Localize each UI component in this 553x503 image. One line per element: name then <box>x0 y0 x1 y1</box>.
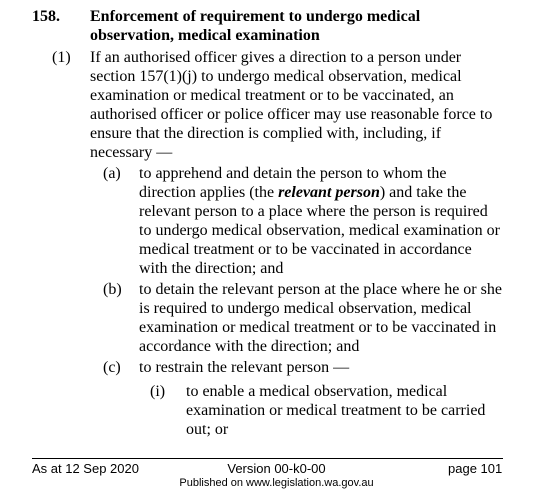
paragraph-a-text-after: ) and take the relevant person to a place where the person is required to undergo medical observation, medical examination or medical treatment or to be vaccinated in accordance with the direction; and <box>139 184 500 277</box>
subsection-text: If an authorised officer gives a direction to a person under section 157(1)(j) to undergo medical observation, medical examination or medical treatment or to be vaccinated, an authorised officer or police officer may use reasonable force to ensure that the direction is complied with, including, if necessary — <box>90 49 493 161</box>
paragraph-a-text <box>139 164 504 278</box>
section-number: 158. <box>32 8 60 25</box>
paragraph-a-number: (a) <box>103 165 121 182</box>
subsection-number: (1) <box>52 49 71 66</box>
footer-published: Published on www.legislation.wa.gov.au <box>179 477 374 489</box>
subparagraph-i-number: (i) <box>150 383 166 400</box>
section-heading: Enforcement of requirement to undergo medical observation, medical examination <box>90 8 421 44</box>
subparagraph-i-text: to enable a medical observation, medical examination or medical treatment to be carried out; or <box>186 383 486 438</box>
paragraph-c-text: to restrain the relevant person — <box>139 359 350 376</box>
footer-version: Version 00-k0-00 <box>227 461 326 476</box>
footer-as-at-date: As at 12 Sep 2020 <box>32 461 139 476</box>
footer-divider <box>32 458 503 459</box>
paragraph-b-number: (b) <box>103 281 122 298</box>
paragraph-b-text: to detain the relevant person at the place where he or she is required to undergo medical observation, medical examination or medical treatment or to be vaccinated in accordance with the direction; and <box>139 281 502 355</box>
defined-term: relevant person <box>278 184 380 201</box>
paragraph-a-text-before: to apprehend and detain the person to whom the direction applies (the <box>139 165 447 201</box>
footer-page-number: page 101 <box>448 461 503 476</box>
paragraph-c-number: (c) <box>103 359 121 376</box>
